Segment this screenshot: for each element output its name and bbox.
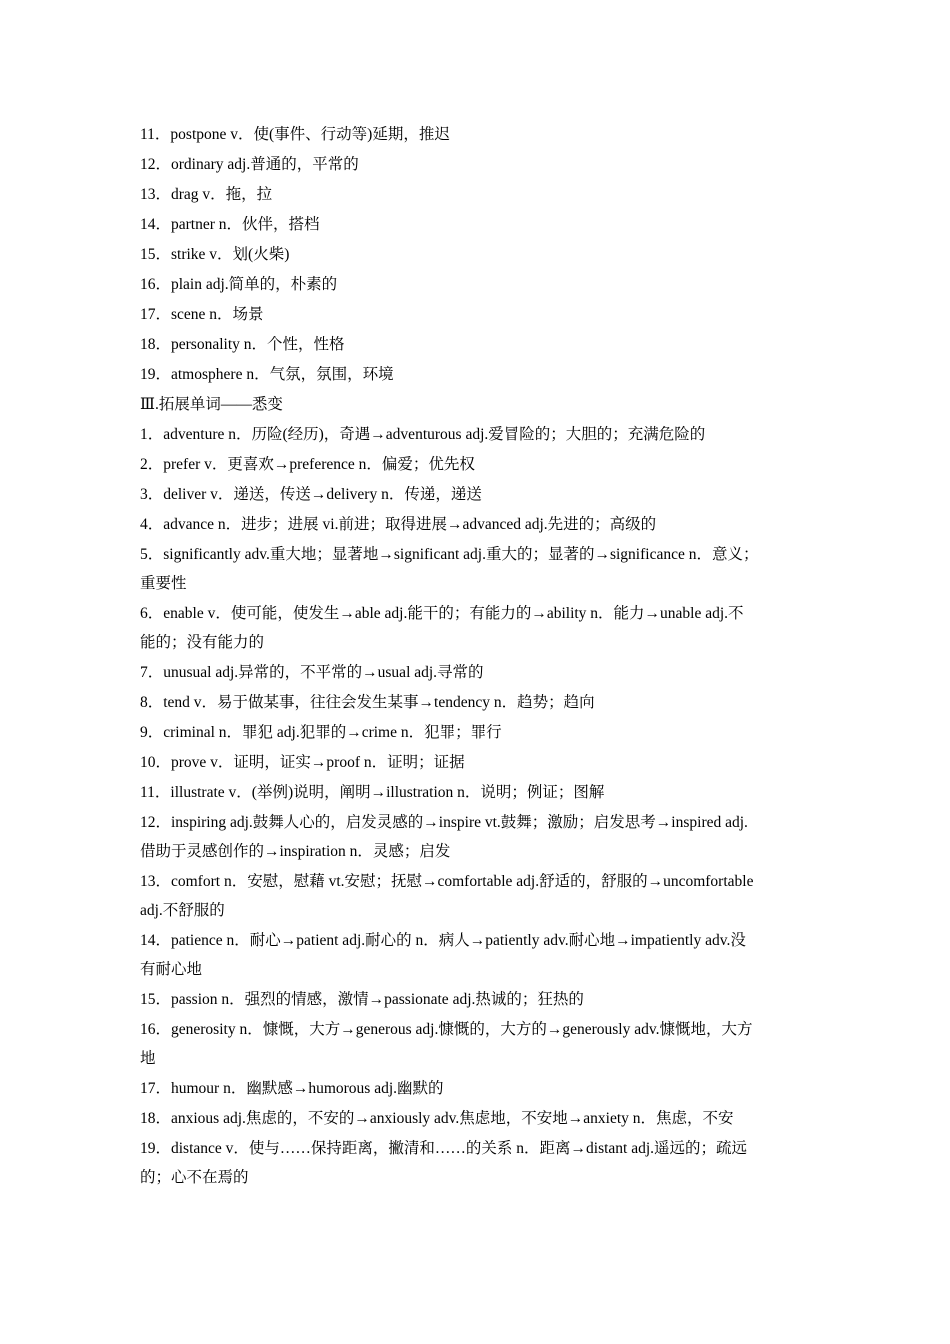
vocab-item-19-atmosphere: 19．atmosphere n．气氛，氛围，环境 bbox=[140, 366, 394, 383]
word-family-12-inspiring: 12．inspiring adj.鼓舞人心的，启发灵感的→inspire vt.鼓舞；激励；启发思考→inspired adj. bbox=[140, 814, 748, 831]
vocab-item-11-postpone: 11．postpone v．使(事件、行动等)延期，推迟 bbox=[140, 126, 450, 143]
word-family-13-continuation: adj.不舒服的 bbox=[140, 902, 225, 919]
vocabulary-list bbox=[140, 120, 815, 1193]
word-family-6-continuation: 能的；没有能力的 bbox=[140, 634, 265, 651]
vocab-item-13-drag: 13．drag v．拖，拉 bbox=[140, 186, 273, 203]
word-family-7-unusual: 7．unusual adj.异常的，不平常的→usual adj.寻常的 bbox=[140, 664, 484, 681]
word-family-14-continuation: 有耐心地 bbox=[140, 961, 203, 978]
word-family-1-adventure: 1．adventure n．历险(经历)，奇遇→adventurous adj.爱冒险的；大胆的；充满危险的 bbox=[140, 426, 706, 443]
word-family-16-continuation: 地 bbox=[140, 1050, 156, 1067]
word-family-19-continuation: 的；心不在焉的 bbox=[140, 1169, 249, 1186]
vocab-item-12-ordinary: 12．ordinary adj.普通的，平常的 bbox=[140, 156, 359, 173]
vocab-item-16-plain: 16．plain adj.简单的，朴素的 bbox=[140, 276, 338, 293]
vocab-item-15-strike: 15．strike v．划(火柴) bbox=[140, 246, 290, 263]
word-family-14-patience: 14．patience n．耐心→patient adj.耐心的 n．病人→patiently adv.耐心地→impatiently adv.没 bbox=[140, 932, 746, 949]
word-family-6-enable: 6．enable v．使可能，使发生→able adj.能干的；有能力的→ability n．能力→unable adj.不 bbox=[140, 605, 744, 622]
word-family-10-prove: 10．prove v．证明，证实→proof n．证明；证据 bbox=[140, 754, 465, 771]
section-heading: Ⅲ.拓展单词——悉变 bbox=[140, 396, 283, 413]
word-family-12-continuation: 借助于灵感创作的→inspiration n．灵感；启发 bbox=[140, 843, 451, 860]
word-family-9-criminal: 9．criminal n．罪犯 adj.犯罪的→crime n．犯罪；罪行 bbox=[140, 724, 502, 741]
word-family-4-advance: 4．advance n．进步；进展 vi.前进；取得进展→advanced adj.先进的；高级的 bbox=[140, 516, 657, 533]
word-family-3-deliver: 3．deliver v．递送，传送→delivery n．传递，递送 bbox=[140, 486, 482, 503]
word-family-8-tend: 8．tend v．易于做某事，往往会发生某事→tendency n．趋势；趋向 bbox=[140, 694, 595, 711]
word-family-16-generosity: 16．generosity n．慷慨，大方→generous adj.慷慨的，大方的→generously adv.慷慨地，大方 bbox=[140, 1021, 753, 1038]
word-family-18-anxious: 18．anxious adj.焦虑的，不安的→anxiously adv.焦虑地，不安地→anxiety n．焦虑，不安 bbox=[140, 1110, 734, 1127]
word-family-2-prefer: 2．prefer v．更喜欢→preference n．偏爱；优先权 bbox=[140, 456, 475, 473]
word-family-17-humour: 17．humour n．幽默感→humorous adj.幽默的 bbox=[140, 1080, 444, 1097]
word-family-15-passion: 15．passion n．强烈的情感，激情→passionate adj.热诚的；狂热的 bbox=[140, 991, 584, 1008]
vocab-item-17-scene: 17．scene n．场景 bbox=[140, 306, 264, 323]
word-family-11-illustrate: 11．illustrate v．(举例)说明，阐明→illustration n．说明；例证；图解 bbox=[140, 784, 605, 801]
word-family-13-comfort: 13．comfort n．安慰，慰藉 vt.安慰；抚慰→comfortable adj.舒适的，舒服的→uncomfortable bbox=[140, 873, 754, 890]
vocab-item-18-personality: 18．personality n．个性，性格 bbox=[140, 336, 345, 353]
word-family-5-significantly: 5．significantly adv.重大地；显著地→significant adj.重大的；显著的→significance n．意义； bbox=[140, 546, 759, 563]
vocab-item-14-partner: 14．partner n．伙伴，搭档 bbox=[140, 216, 320, 233]
word-family-19-distance: 19．distance v．使与……保持距离，撇清和……的关系 n．距离→distant adj.遥远的；疏远 bbox=[140, 1140, 748, 1157]
word-family-5-continuation: 重要性 bbox=[140, 575, 187, 592]
